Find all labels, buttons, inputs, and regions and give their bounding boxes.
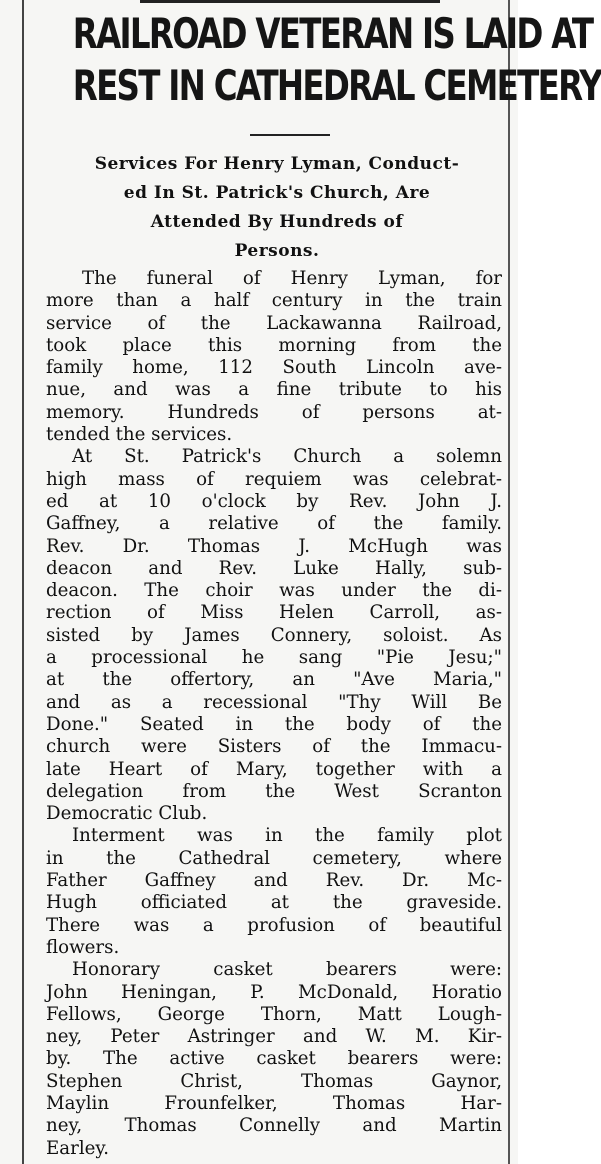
headline-line: REST IN CATHEDRAL CEMETERY: [72, 61, 601, 110]
article-line: Democratic Club.: [46, 803, 208, 825]
headline-line: RAILROAD VETERAN IS LAID AT: [72, 9, 593, 58]
article-line: sisted by James Connery, soloist. As: [46, 624, 502, 646]
article-line: delegation from the West Scranton: [46, 780, 502, 802]
clipping-top-rule: [140, 0, 440, 3]
deck-line: Attended By Hundreds of: [150, 212, 404, 232]
deck-line: ed In St. Patrick's Church, Are: [123, 183, 431, 203]
article-line: deacon. The choir was under the di-: [46, 580, 502, 602]
article-line: nue, and was a fine tribute to his: [46, 379, 502, 401]
article-line: The funeral of Henry Lyman, for: [82, 268, 502, 289]
article-line: At St. Patrick's Church a solemn: [72, 446, 502, 468]
article-line: Fellows, George Thorn, Matt Lough-: [46, 1003, 502, 1025]
article-line: Honorary casket bearers were:: [72, 959, 502, 981]
article-line: church were Sisters of the Immacu-: [46, 736, 502, 758]
article-line: Done." Seated in the body of the: [46, 713, 502, 735]
article-line: Stephen Christ, Thomas Gaynor,: [46, 1070, 502, 1092]
article-line: in the Cathedral cemetery, where: [46, 847, 502, 869]
article-line: Rev. Dr. Thomas J. McHugh was: [46, 535, 502, 557]
article-line: rection of Miss Helen Carroll, as-: [46, 602, 502, 624]
headline: [72, 8, 601, 112]
article-line: deacon and Rev. Luke Hally, sub-: [46, 557, 502, 579]
article-line: a processional he sang "Pie Jesu;": [46, 647, 502, 669]
deck-line: Services For Henry Lyman, Conduct-: [94, 154, 460, 174]
article-line: ney, Peter Astringer and W. M. Kir-: [46, 1026, 502, 1048]
article-line: ed at 10 o'clock by Rev. John J.: [46, 490, 502, 512]
clipping-left-edge: [22, 0, 24, 1164]
article-line: at the offertory, an "Ave Maria,": [46, 669, 502, 691]
article-body: [46, 268, 502, 1160]
article-line: flowers.: [46, 936, 120, 958]
article-line: Earley.: [46, 1137, 110, 1159]
article-line: took place this morning from the: [46, 334, 502, 356]
article-line: high mass of requiem was celebrat-: [46, 468, 502, 490]
article-line: by. The active casket bearers were:: [46, 1048, 502, 1070]
article-line: Gaffney, a relative of the family.: [46, 513, 502, 535]
article-line: more than a half century in the train: [46, 290, 502, 312]
article-line: Interment was in the family plot: [72, 825, 502, 847]
article-line: Father Gaffney and Rev. Dr. Mc-: [46, 870, 502, 892]
article-line: Hugh officiated at the graveside.: [46, 892, 502, 914]
article-line: Maylin Frounfelker, Thomas Har-: [46, 1092, 502, 1114]
deck-line: Persons.: [234, 241, 320, 261]
clipping-right-edge: [508, 0, 510, 1164]
article-line: There was a profusion of beautiful: [46, 914, 502, 936]
subheadline-deck: [52, 150, 502, 266]
article-line: John Heningan, P. McDonald, Horatio: [46, 981, 502, 1003]
article-line: late Heart of Mary, together with a: [46, 758, 502, 780]
article-line: tended the services.: [46, 424, 233, 446]
headline-divider: [250, 134, 330, 136]
article-line: family home, 112 South Lincoln ave-: [46, 357, 502, 379]
article-line: service of the Lackawanna Railroad,: [46, 312, 502, 334]
article-line: ney, Thomas Connelly and Martin: [46, 1115, 502, 1137]
article-line: and as a recessional "Thy Will Be: [46, 691, 502, 713]
article-line: memory. Hundreds of persons at-: [46, 401, 502, 423]
